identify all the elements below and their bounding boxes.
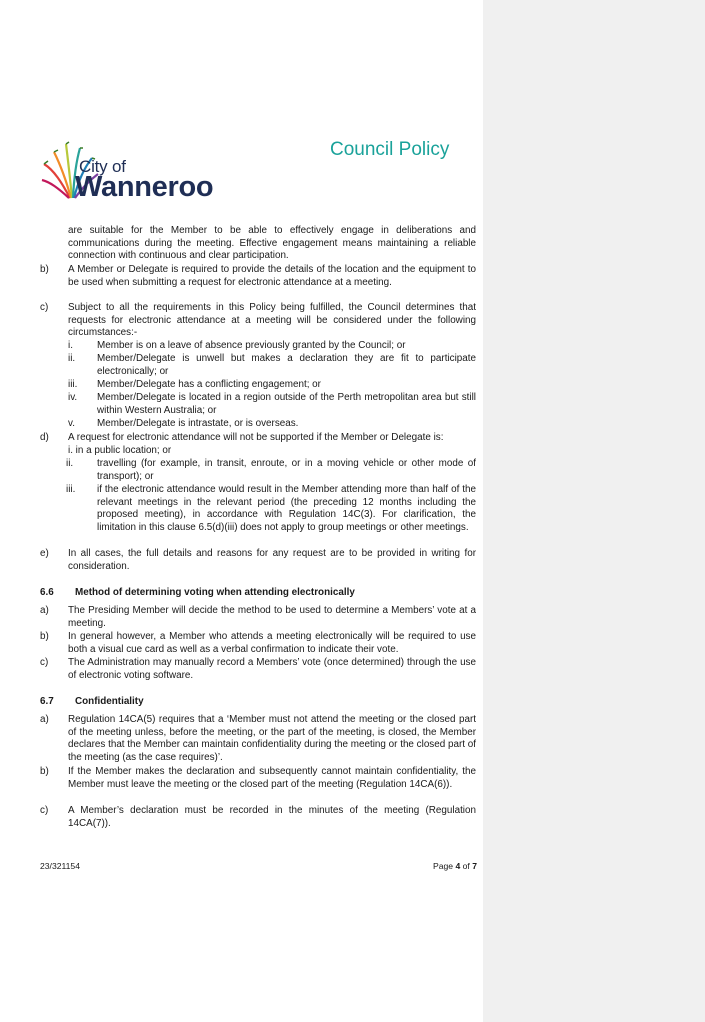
item-label: c) xyxy=(40,657,49,668)
comment-pane xyxy=(483,0,705,1022)
paragraph-c: Subject to all the requirements in this Policy being fulfilled, the Council determines that requests for electronic attendance at a meeting will be considered under the following circumstances:- xyxy=(68,302,476,339)
paragraph: If the Member makes the declaration and subsequently cannot maintain confidentiality, the Member must leave the meeting or the closed part of the meeting (Regulation 14CA(6)). xyxy=(68,766,476,790)
section-heading: Method of determining voting when attending electronically xyxy=(75,587,355,598)
page-total: 7 xyxy=(472,861,477,871)
list-item: i. in a public location; or xyxy=(68,445,172,456)
page-number xyxy=(433,861,477,871)
list-number: v. xyxy=(68,418,75,429)
list-item: Member is on a leave of absence previously granted by the Council; or xyxy=(97,340,406,351)
paragraph: The Presiding Member will decide the method to be used to determine a Members’ vote at a meeting. xyxy=(68,605,476,629)
logo-text-wanneroo: Wanneroo xyxy=(75,171,214,203)
paragraph-d: A request for electronic attendance will not be supported if the Member or Delegate is: xyxy=(68,432,444,443)
paragraph: A Member’s declaration must be recorded in the minutes of the meeting (Regulation 14CA(7)). xyxy=(68,805,476,829)
item-label: c) xyxy=(40,805,49,816)
paragraph: In general however, a Member who attends a meeting electronically will be required to use both a visual cue card as well as a verbal confirmation to indicate their vote. xyxy=(68,631,476,655)
list-number: iii. xyxy=(66,484,76,495)
document-number: 23/321154 xyxy=(40,861,80,871)
list-number: iii. xyxy=(68,379,78,390)
list-item: Member/Delegate is located in a region outside of the Perth metropolitan area but still within Western Australia; or xyxy=(97,392,476,416)
item-label: b) xyxy=(40,264,49,275)
list-item: Member/Delegate is intrastate, or is overseas. xyxy=(97,418,299,429)
item-label: b) xyxy=(40,631,49,642)
section-heading: Confidentiality xyxy=(75,696,144,707)
item-label: d) xyxy=(40,432,49,443)
item-label: e) xyxy=(40,548,49,559)
page-title: Council Policy xyxy=(330,139,450,160)
paragraph: Regulation 14CA(5) requires that a ‘Member must not attend the meeting or the closed part of the meeting unless, before the meeting, or the part of the meeting, is closed, the Member declares that the Member can maintain confidentiality during the meeting or the closed part of the meeting (as the case requires)’. xyxy=(68,714,476,763)
list-number: ii. xyxy=(68,353,76,364)
list-number: ii. xyxy=(66,458,74,469)
item-label: a) xyxy=(40,605,49,616)
paragraph-e: In all cases, the full details and reasons for any request are to be provided in writing for consideration. xyxy=(68,548,476,572)
item-label: b) xyxy=(40,766,49,777)
page-current: 4 xyxy=(455,861,461,871)
page-of: of xyxy=(462,861,470,871)
list-item: Member/Delegate has a conflicting engagement; or xyxy=(97,379,321,390)
paragraph-b: A Member or Delegate is required to provide the details of the location and the equipment to be used when submitting a request for electronic attendance at a meeting. xyxy=(68,264,476,288)
logo-text-city-of: City of xyxy=(79,157,126,176)
list-number: i. xyxy=(68,340,73,351)
item-label: c) xyxy=(40,302,49,313)
section-number: 6.7 xyxy=(40,696,54,707)
list-item: if the electronic attendance would result in the Member attending more than half of the relevant meetings in the relevant period (the preceding 12 months including the proposed meeting), in accordance with Regulation 14C(3). For clarification, the limitation in this clause 6.5(d)(iii) does not apply to group meetings or other meetings. xyxy=(97,484,476,533)
list-number: iv. xyxy=(68,392,78,403)
item-label: a) xyxy=(40,714,49,725)
section-number: 6.6 xyxy=(40,587,54,598)
paragraph-continuation: are suitable for the Member to be able to effectively engage in deliberations and communications during the meeting. Effective engagement means maintaining a reliable connection with continuous and clear participation. xyxy=(68,225,476,262)
list-item: Member/Delegate is unwell but makes a declaration they are fit to participate electronically; or xyxy=(97,353,476,377)
paragraph: The Administration may manually record a Members’ vote (once determined) through the use of electronic voting software. xyxy=(68,657,476,681)
page-prefix: Page xyxy=(433,861,454,871)
list-item: travelling (for example, in transit, enroute, or in a moving vehicle or other mode of transport); or xyxy=(97,458,476,482)
